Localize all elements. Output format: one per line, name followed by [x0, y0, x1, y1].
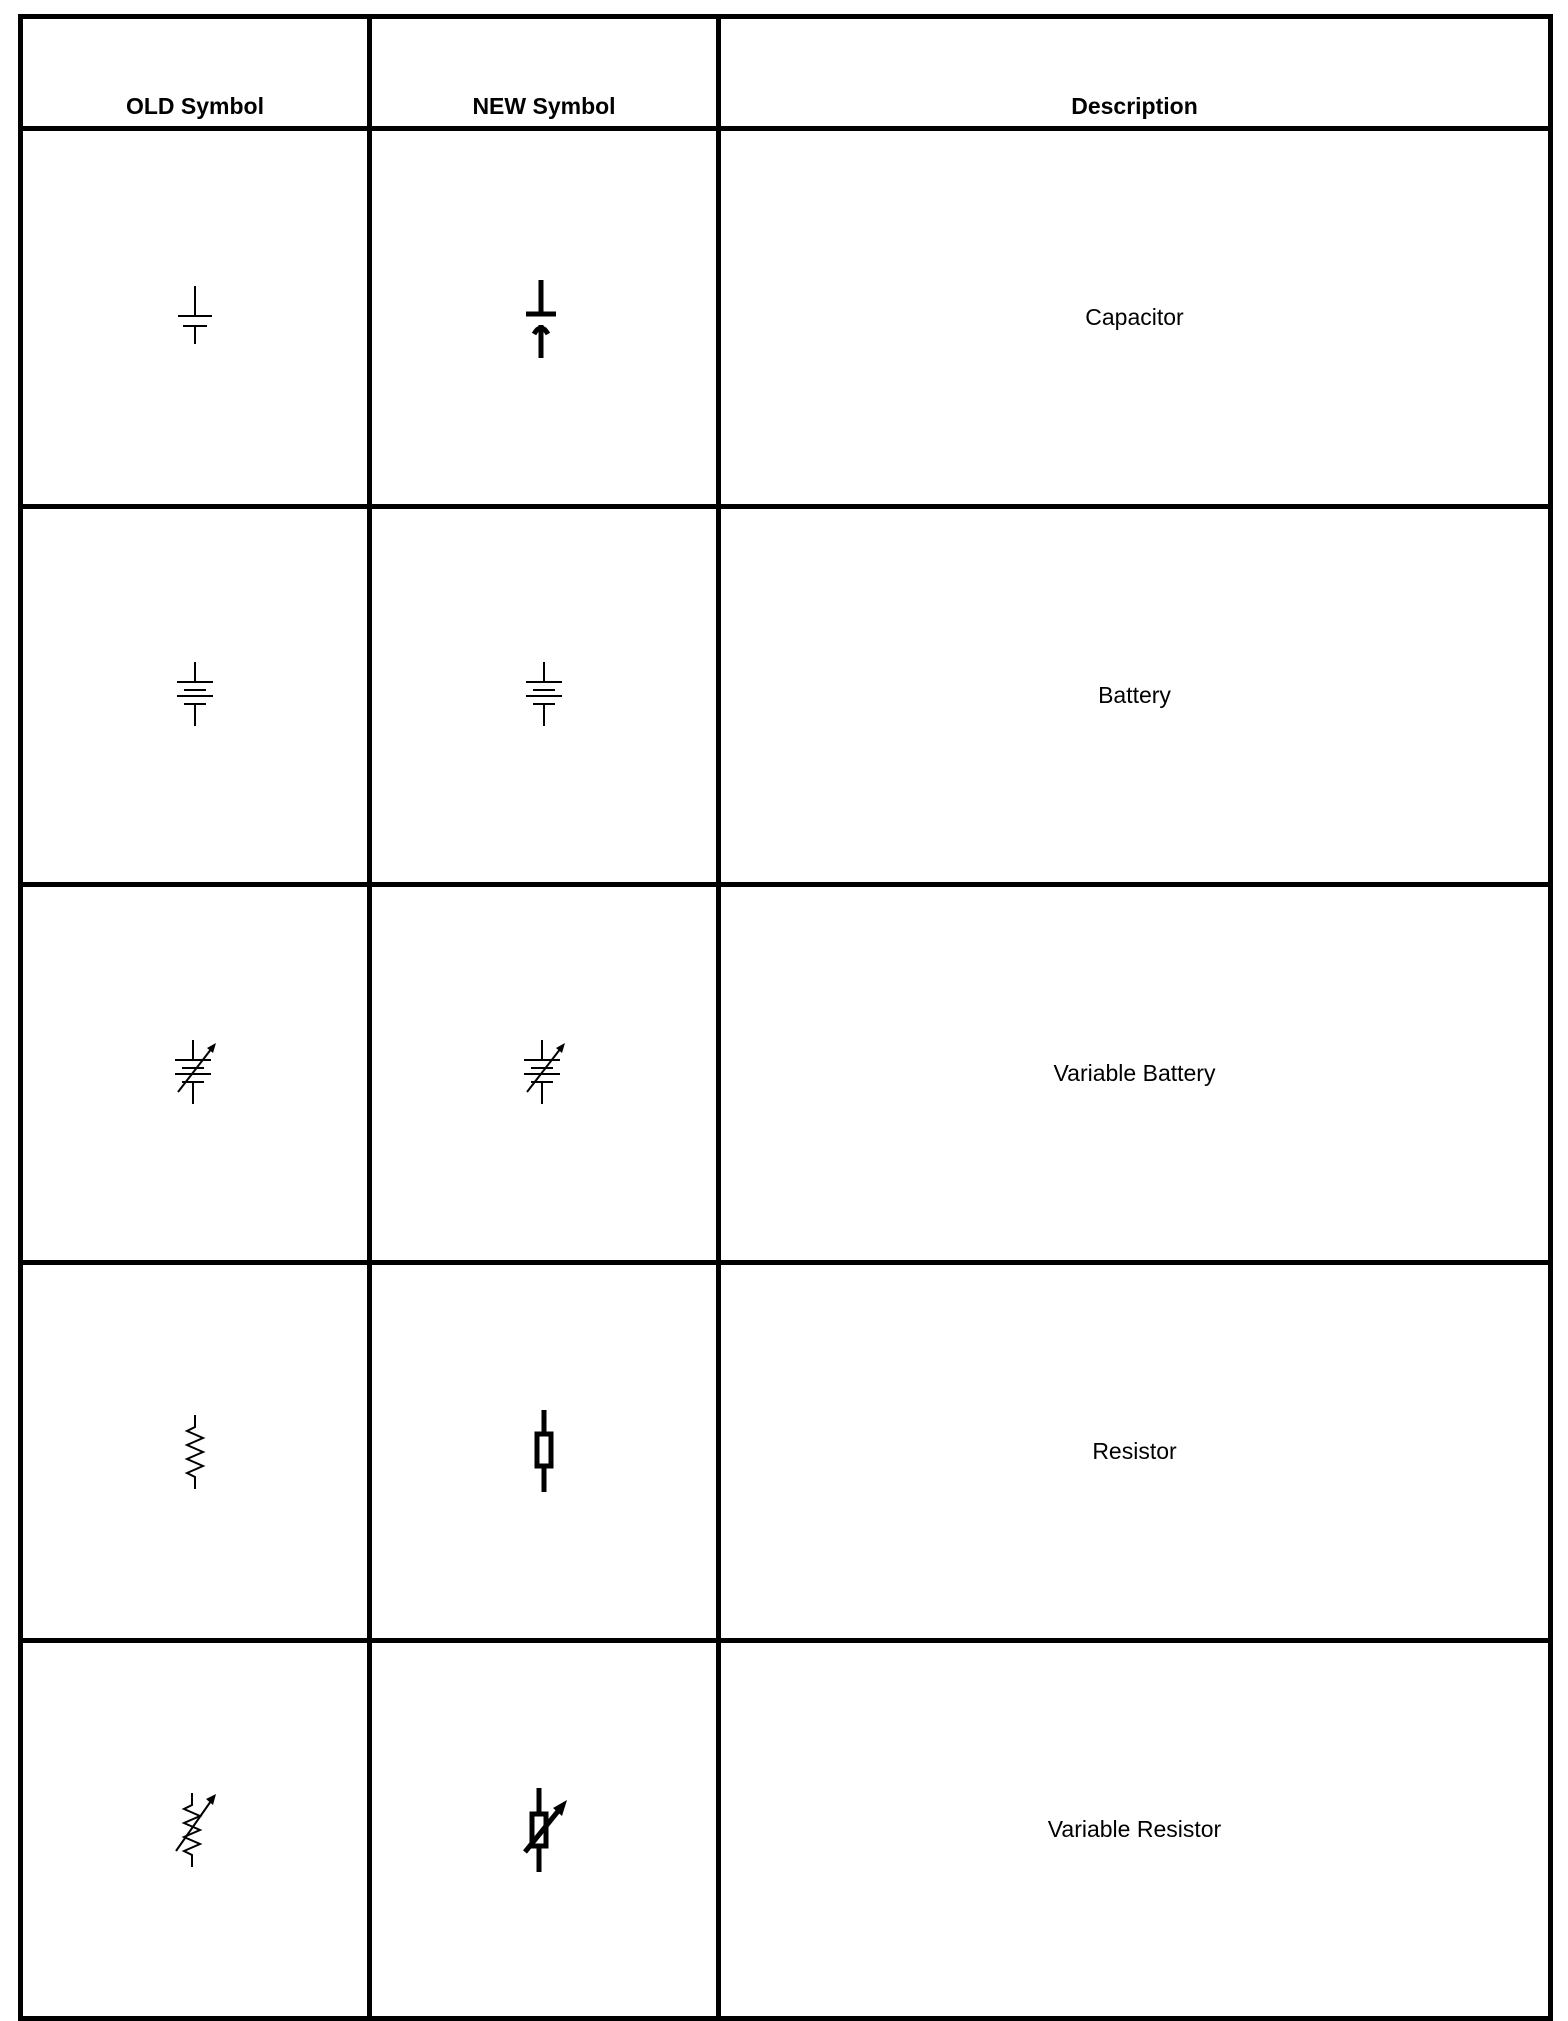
old-symbol-cell [21, 1263, 370, 1641]
table-row [21, 885, 1551, 1263]
description-header: Description [719, 17, 1551, 129]
old-symbol-cell [21, 1641, 370, 2019]
description-cell [719, 1263, 1551, 1641]
capacitor-new-icon [514, 268, 574, 368]
variable-resistor-old-icon [160, 1785, 230, 1875]
old-symbol-cell [21, 129, 370, 507]
new-symbol-cell [370, 507, 719, 885]
table-row [21, 1641, 1551, 2019]
description-text: Variable Resistor [1047, 1816, 1222, 1842]
header-row [21, 17, 1551, 129]
description-text: Capacitor [1085, 304, 1184, 330]
battery-new-icon [514, 656, 574, 736]
description-cell [719, 507, 1551, 885]
new-symbol-cell [370, 1641, 719, 2019]
resistor-old-icon [165, 1407, 225, 1497]
variable-resistor-new-icon [509, 1780, 579, 1880]
description-text: Resistor [1092, 1438, 1177, 1464]
description-text: Battery [1098, 682, 1171, 708]
new-symbol-header: NEW Symbol [370, 17, 719, 129]
table-row [21, 129, 1551, 507]
symbol-comparison-table [18, 14, 1553, 2021]
new-symbol-cell [370, 1263, 719, 1641]
description-cell [719, 1641, 1551, 2019]
table-row [21, 1263, 1551, 1641]
old-symbol-cell [21, 507, 370, 885]
battery-old-icon [165, 656, 225, 736]
new-symbol-cell [370, 129, 719, 507]
description-cell [719, 885, 1551, 1263]
variable-battery-new-icon [509, 1034, 579, 1114]
capacitor-old-icon [165, 278, 225, 358]
description-cell [719, 129, 1551, 507]
table-row [21, 507, 1551, 885]
description-text: Variable Battery [1053, 1060, 1216, 1086]
variable-battery-old-icon [160, 1034, 230, 1114]
old-symbol-cell [21, 885, 370, 1263]
new-symbol-cell [370, 885, 719, 1263]
resistor-new-icon [514, 1402, 574, 1502]
old-symbol-header: OLD Symbol [21, 17, 370, 129]
